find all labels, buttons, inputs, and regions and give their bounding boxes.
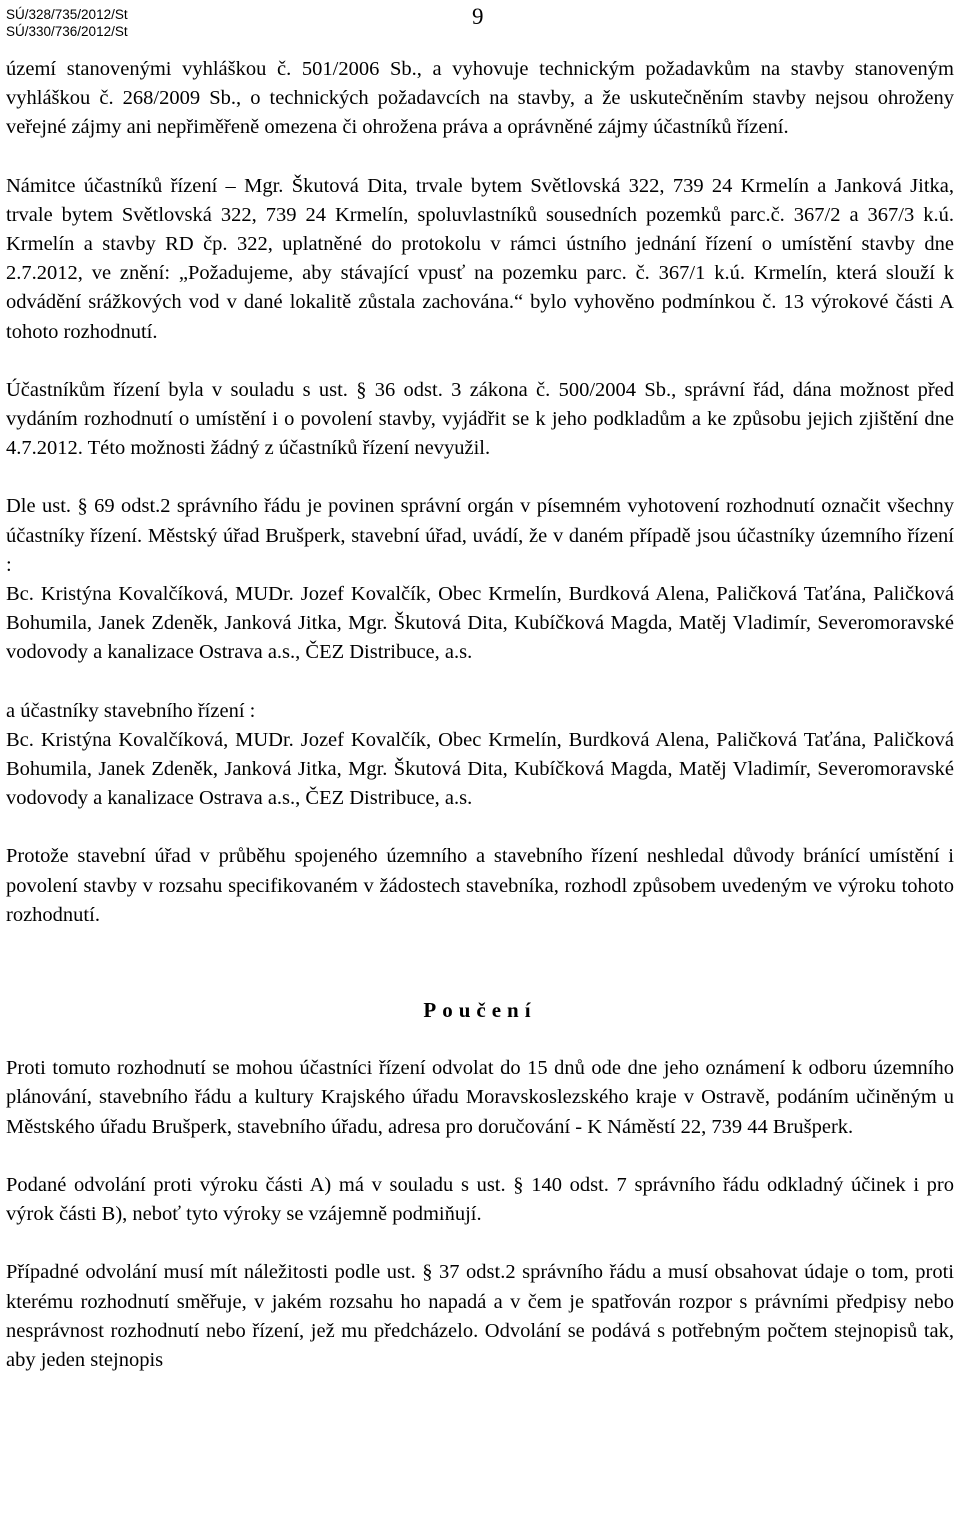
document-reference [6, 6, 128, 40]
paragraph-appeal: Proti tomuto rozhodnutí se mohou účastníci řízení odvolat do 15 dnů ode dne jeho oznámení k odboru územního plánování, stavebního řádu a kultury Krajského úřadu Moravskoslezského kraje v Ostravě, podáním učiněným u Městského úřadu Brušperk, stavebního úřadu, adresa pro doručování - K Náměstí 22, 739 44 Brušperk. [6, 1057, 954, 1138]
page-number: 9 [472, 4, 484, 29]
paragraph-conclusion: Protože stavební úřad v průběhu spojeného územního a stavebního řízení neshledal důvody bránící umístění i povolení stavby v rozsahu specifikovaném v žádostech stavebníka, rozhodl způsobem uvedeným ve výroku tohoto rozhodnutí. [6, 845, 954, 926]
paragraph-participants-notice: Účastníkům řízení byla v souladu s ust. § 36 odst. 3 zákona č. 500/2004 Sb., správní řád, dána možnost před vydáním rozhodnutí o umístění i o povolení stavby, vyjádřit se k jeho podkladům a ke způsobu jejich zjištění dne 4.7.2012. Této možnosti žádný z účastníků řízení nevyužil. [6, 378, 954, 460]
reference-number-1: SÚ/328/735/2012/St [6, 7, 128, 22]
participants-list-building: Bc. Kristýna Kovalčíková, MUDr. Jozef Kovalčík, Obec Krmelín, Burdková Alena, Paličková Taťána, Paličková Bohumila, Janek Zdeněk, Janková Jitka, Mgr. Škutová Dita, Kubíčková Magda, Matěj Vladimír, Severomoravské vodovody a kanalizace Ostrava a.s., ČEZ Distribuce, a.s. [6, 728, 954, 810]
paragraph-objection: Námitce účastníků řízení – Mgr. Škutová Dita, trvale bytem Světlovská 322, 739 24 Krmelín a Janková Jitka, trvale bytem Světlovská 322, 739 24 Krmelín, spoluvlastníků sousedních pozemků parc.č. 367/2 a 367/3 k.ú. Krmelín a stavby RD čp. 322, uplatněné do protokolu v rámci ústního jednání řízení o umístění stavby dne 2.7.2012, ve znění: „Požadujeme, aby stávající vpusť na pozemku parc. č. 367/1 k.ú. Krmelín, která slouží k odvádění srážkových vod v dané lokalitě zůstala zachována.“ bylo vyhověno podmínkou č. 13 výrokové části A tohoto rozhodnutí. [6, 174, 954, 343]
paragraph-suspensive-effect: Podané odvolání proti výroku části A) má v souladu s ust. § 140 odst. 7 správního řádu odkladný účinek i pro výrok části B), neboť tyto výroky se vzájemně podmiňují. [6, 1173, 954, 1226]
document-body [6, 55, 954, 1375]
paragraph-compliance: území stanovenými vyhláškou č. 501/2006 Sb., a vyhovuje technickým požadavkům na stavby stanoveným vyhláškou č. 268/2009 Sb., o technických požadavcích na stavby, a že uskutečněním stavby nejsou ohroženy veřejné zájmy ani nepřiměřeně omezena či ohrožena práva a oprávněné zájmy účastníků řízení. [6, 58, 954, 139]
reference-number-2: SÚ/330/736/2012/St [6, 24, 128, 39]
paragraph-appeal-requirements: Případné odvolání musí mít náležitosti podle ust. § 37 odst.2 správního řádu a musí obsahovat údaje o tom, proti kterému rozhodnutí směřuje, v jakém rozsahu ho napadá a v čem je spatřován rozpor s právními předpisy nebo nesprávnost rozhodnutí nebo řízení, jež mu předcházelo. Odvolání se podává s potřebným počtem stejnopisů tak, aby jeden stejnopis [6, 1261, 954, 1371]
participants-list-territorial: Bc. Kristýna Kovalčíková, MUDr. Jozef Kovalčík, Obec Krmelín, Burdková Alena, Paličková Taťána, Paličková Bohumila, Janek Zdeněk, Janková Jitka, Mgr. Škutová Dita, Kubíčková Magda, Matěj Vladimír, Severomoravské vodovody a kanalizace Ostrava a.s., ČEZ Distribuce, a.s. [6, 583, 954, 664]
participants-building-label: a účastníky stavebního řízení : [6, 699, 256, 722]
paragraph-participants-intro: Dle ust. § 69 odst.2 správního řádu je povinen správní orgán v písemném vyhotovení rozhodnutí označit všechny účastníky řízení. Městský úřad Brušperk, stavební úřad, uvádí, že v daném případě jsou účastníky územního řízení : [6, 495, 954, 576]
section-heading: Poučení [423, 998, 537, 1023]
